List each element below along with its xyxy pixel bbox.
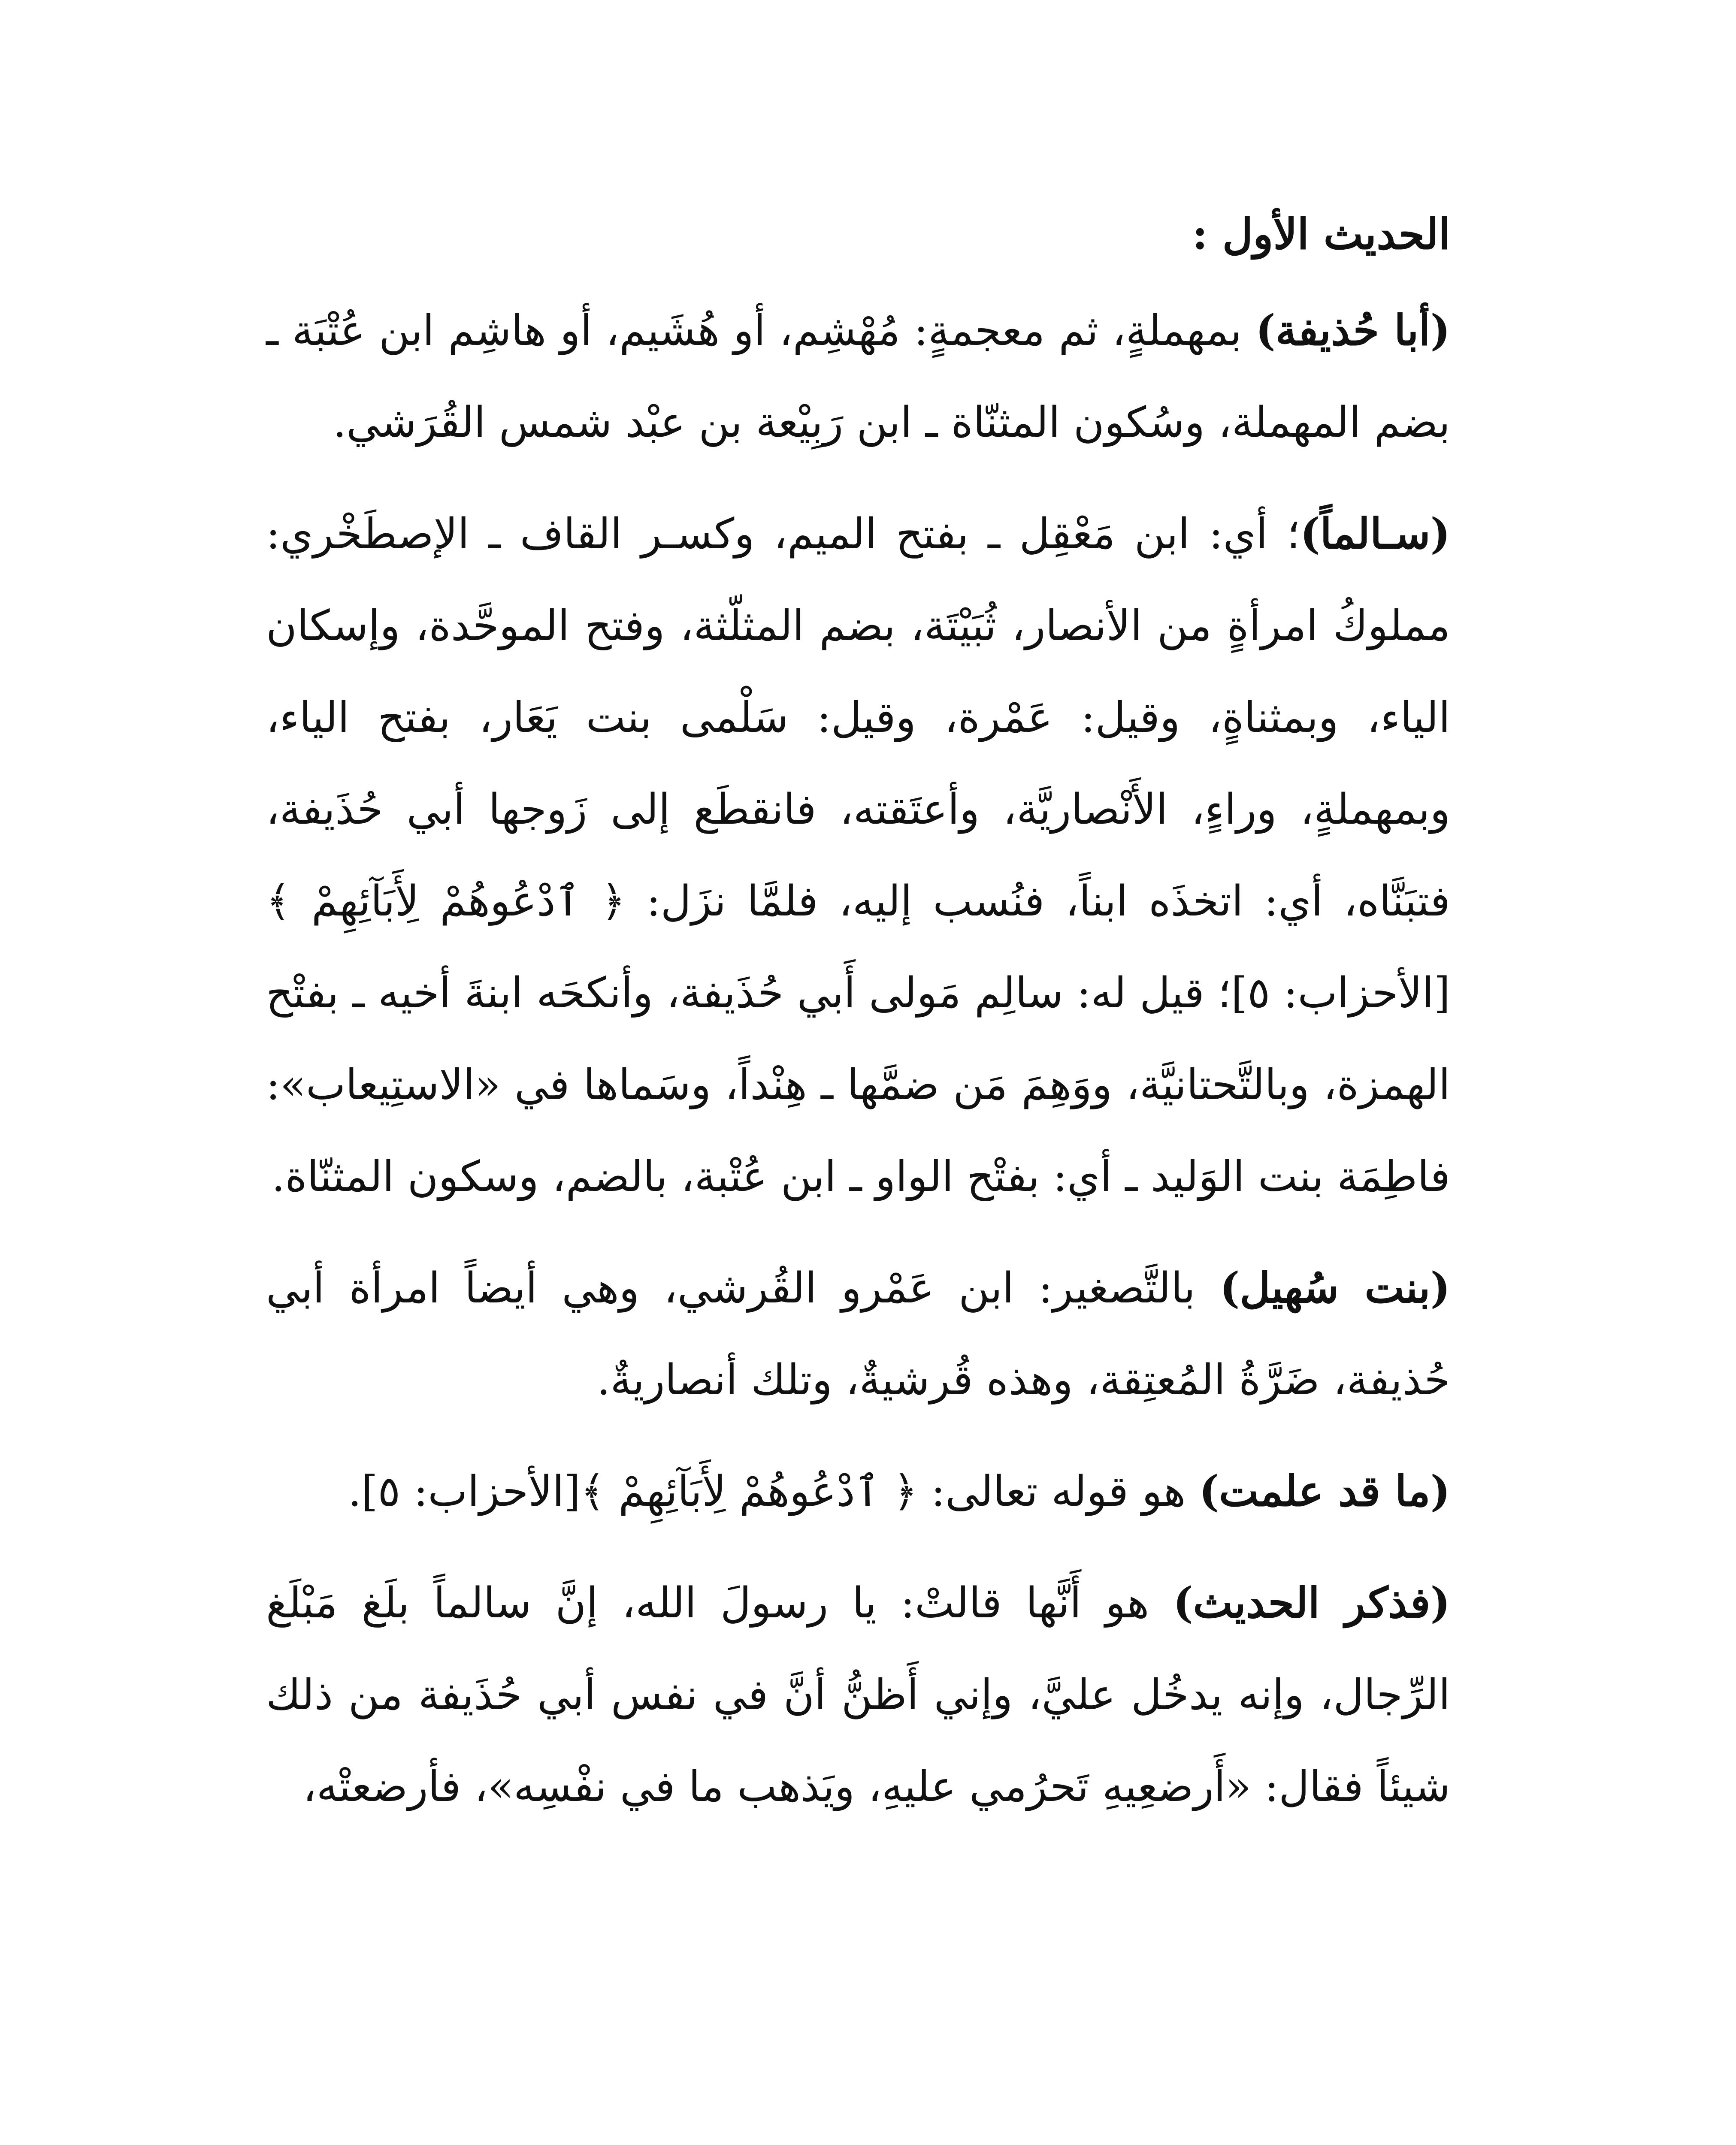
page-body <box>266 189 1450 2145</box>
paragraph-2 <box>266 488 1450 1223</box>
paragraph-1-lead: (أبا حُذيفة) <box>1255 306 1450 355</box>
paragraph-3 <box>266 1242 1450 1426</box>
paragraph-4-text: هو قوله تعالى: ﴿ ٱدْعُوهُمْ لِأَبَآئِهِمْ ﴾[الأحزاب: ٥]. <box>348 1467 1199 1516</box>
paragraph-3-text: بالتَّصغير: ابن عَمْرو القُرشي، وهي أيضاً امرأة أبي حُذيفة، ضَرَّةُ المُعتِقة، وهذه قُرشيةٌ، وتلك أنصاريةٌ. <box>266 1264 1450 1405</box>
paragraph-1 <box>266 285 1450 468</box>
section-title: الحديث الأول : <box>1192 210 1450 259</box>
paragraph-5-text: هو أَنَّها قالتْ: يا رسولَ الله، إنَّ سالماً بلَغ مَبْلَغ الرِّجال، وإنه يدخُل عليَّ، وإني أَظنُّ أنَّ في نفس أبي حُذَيفة من ذلك شيئاً فقال: «أَرضعِيهِ تَحرُمي عليهِ، ويَذهب ما في نفْسِه»، فأرضعتْه، <box>266 1579 1450 1811</box>
paragraph-4 <box>266 1446 1450 1538</box>
paragraph-4-lead: (ما قد علمت) <box>1199 1467 1450 1516</box>
paragraph-3-lead: (بنت سُهيل) <box>1220 1263 1450 1313</box>
paragraph-2-text: ؛ أي: ابن مَعْقِل ـ بفتح الميم، وكسـر القاف ـ الإصطَخْري: مملوكُ امرأةٍ من الأنصار، ثُبَيْتَة، بضم المثلّثة، وفتح الموحَّدة، وإسكان الياء، وبمثناةٍ، وقيل: عَمْرة، وقيل: سَلْمى بنت يَعَار، بفتح الياء، وبمهملةٍ، وراءٍ، الأَنْصاريَّة، وأعتَقته، فانقطَع إلى زَوجها أبي حُذَيفة، فتبَنَّاه، أي: اتخذَه ابناً، فنُسب إليه، فلمَّا نزَل: ﴿ ٱدْعُوهُمْ لِأَبَآئِهِمْ ﴾[الأحزاب: ٥]؛ قيل له: سالِم مَولى أَبي حُذَيفة، وأنكحَه ابنةَ أخيه ـ بفتْح الهمزة، وبالتَّحتانيَّة، ووَهِمَ مَن ضمَّها ـ هِنْداً، وسَماها في «الاستِيعاب»: فاطِمَة بنت الوَليد ـ أي: بفتْح الواو ـ ابن عُتْبة، بالضم، وسكون المثنّاة. <box>266 510 1450 1201</box>
paragraph-5 <box>266 1557 1450 1833</box>
paragraph-2-lead: (سـالماً) <box>1300 509 1450 559</box>
paragraph-1-text: بمهملةٍ، ثم معجمةٍ: مُهْشِم، أو هُشَيم، أو هاشِم ابن عُتْبَة ـ بضم المهملة، وسُكون المثنّاة ـ ابن رَبِيْعة بن عبْد شمس القُرَشي. <box>266 306 1450 447</box>
paragraph-5-lead: (فذكر الحديث) <box>1173 1578 1450 1628</box>
